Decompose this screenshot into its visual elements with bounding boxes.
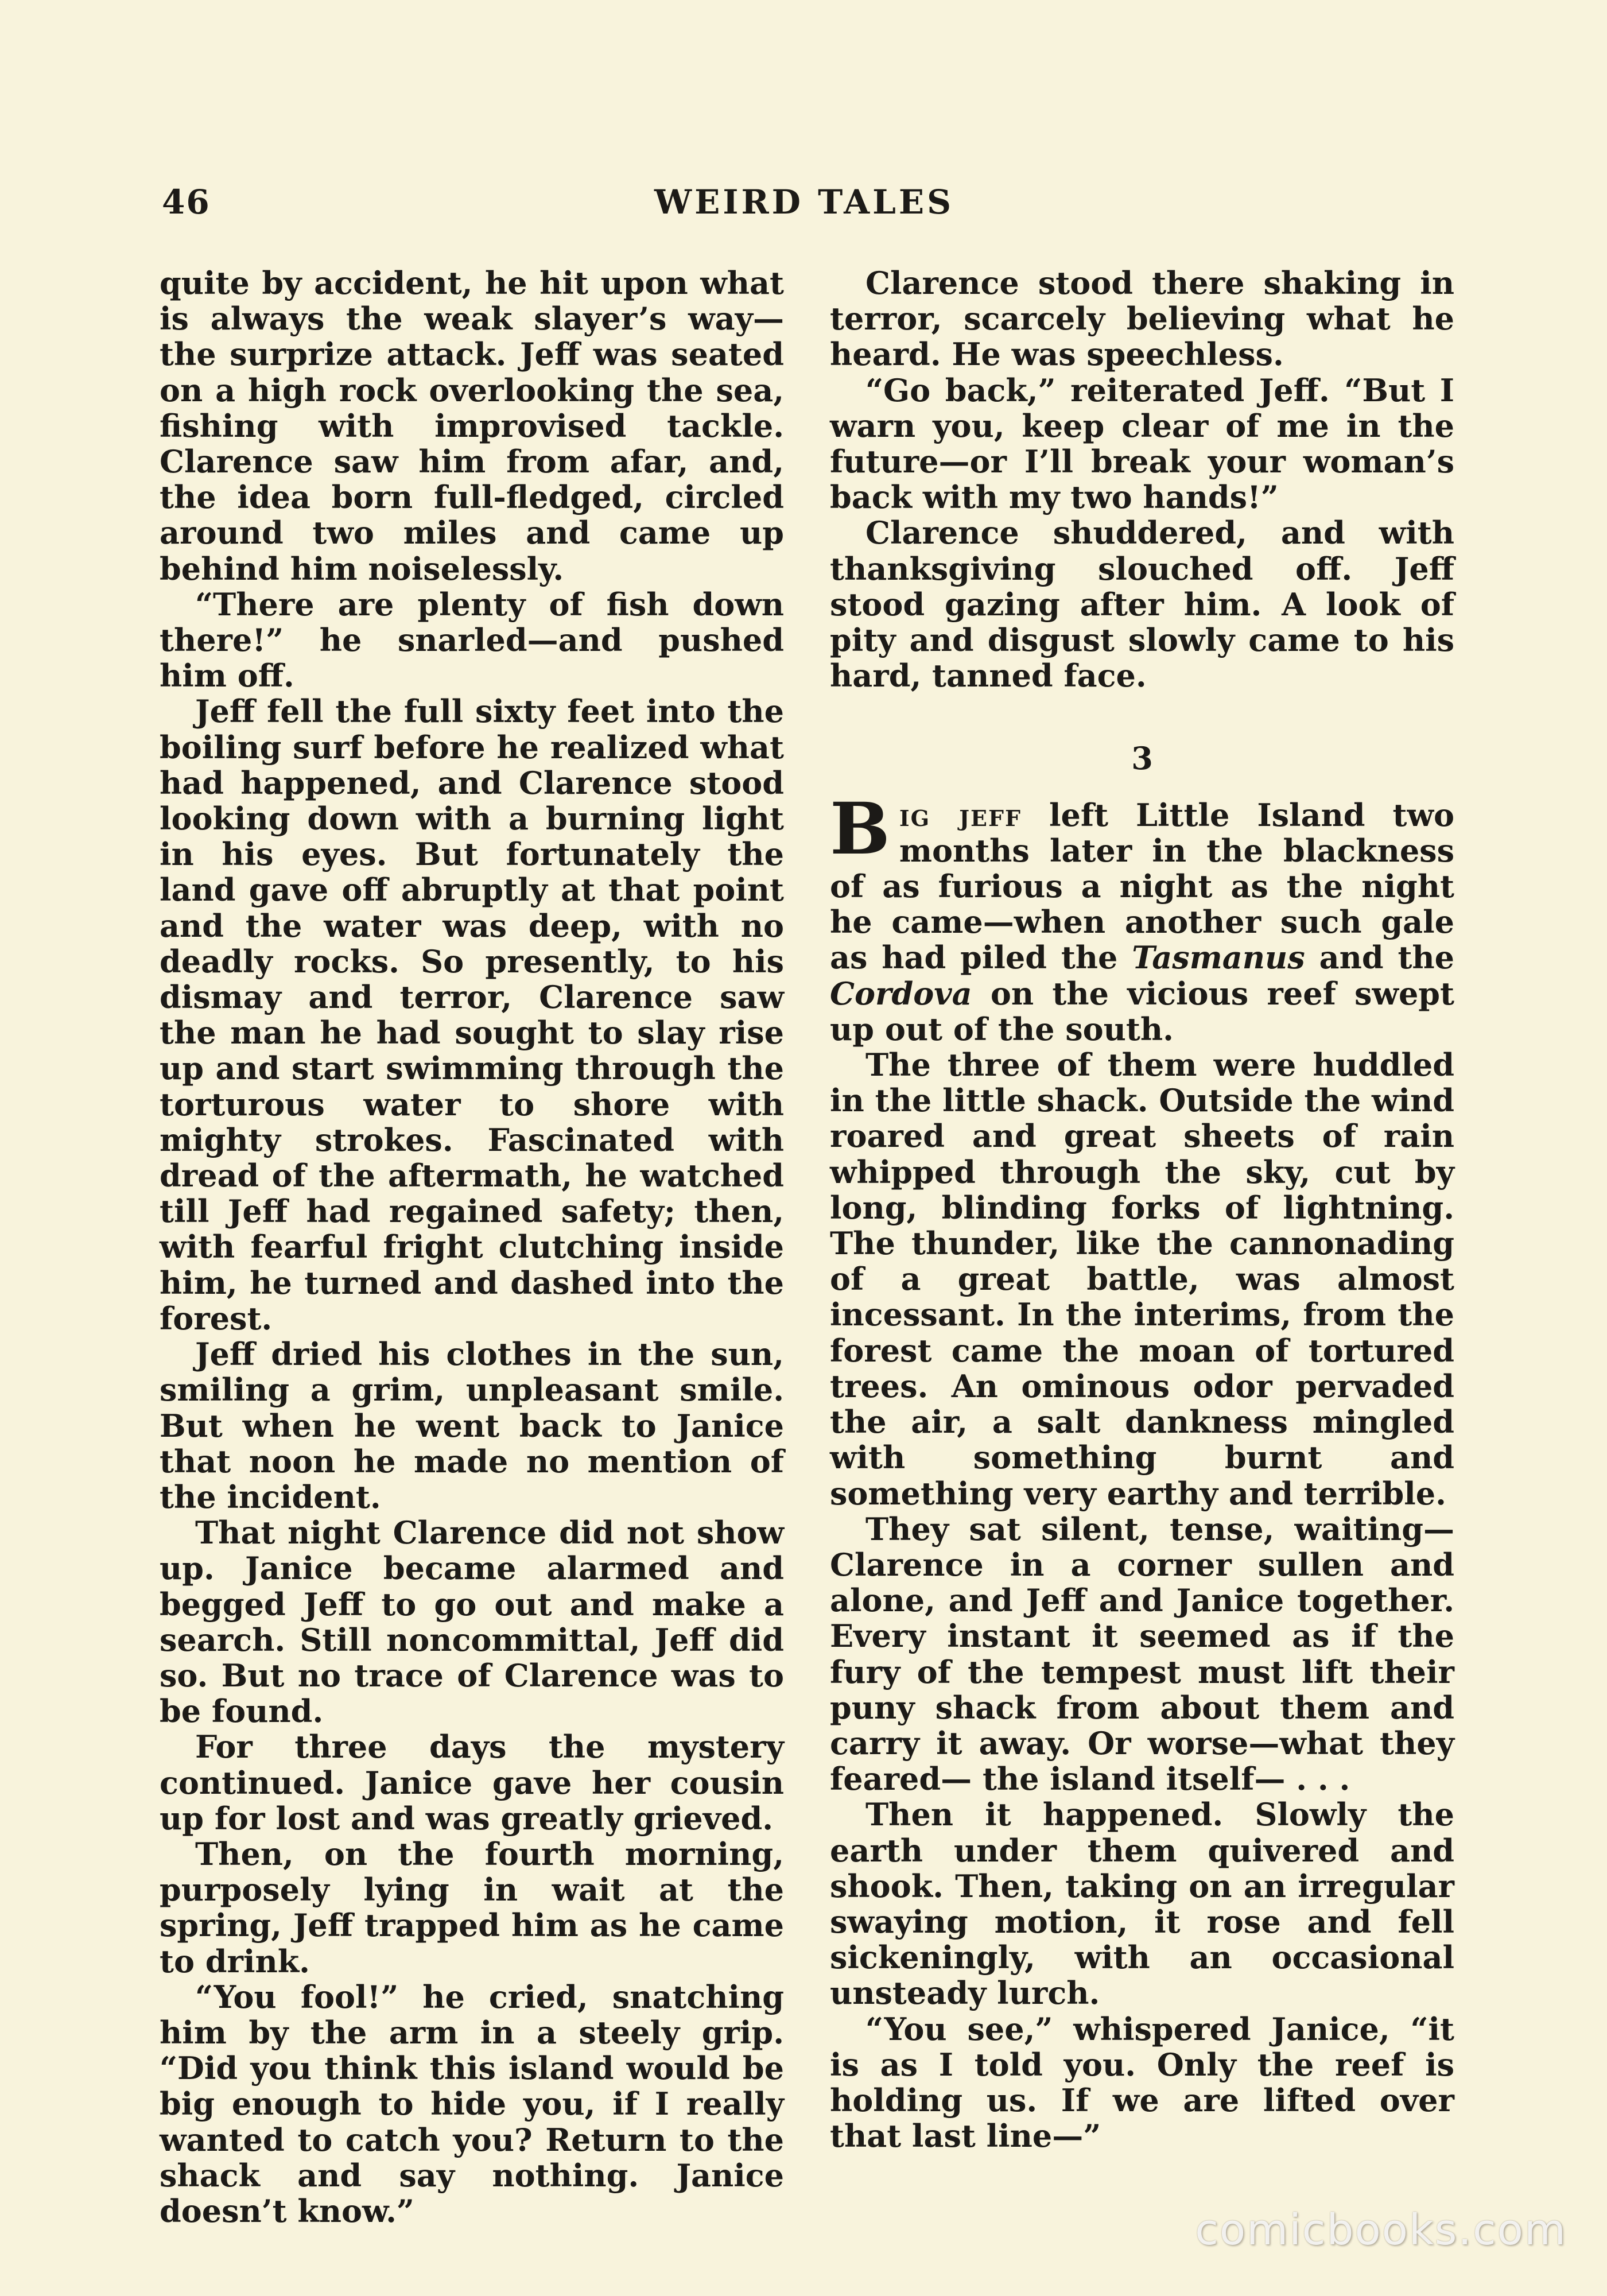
- paragraph: For three days the mystery continued. Janice gave her cousin up for lost and was greatly grieved.: [160, 1728, 784, 1837]
- opening-text: left Little Island two months later in the blackness of as furious a night as the night he came—when another such gale as had piled the: [830, 796, 1454, 976]
- running-title: WEIRD TALES: [654, 183, 954, 222]
- drop-cap: B: [830, 787, 890, 871]
- left-column: [160, 265, 784, 2229]
- paragraph: “You see,” whispered Janice, “it is as I told you. Only the reef is holding us. If we are lifted over that last line—”: [830, 2010, 1454, 2155]
- opening-text: and the: [1305, 939, 1455, 976]
- paragraph: quite by accident, he hit upon what is always the weak slayer’s way—the surprize attack. Jeff was seated on a high rock overlooking the sea, fishing with improvised tackle. Clarence saw him from afar, and, the idea born full-fledged, circled around two miles and came up behind him noiselessly.: [160, 265, 784, 587]
- section-number: 3: [1131, 740, 1153, 777]
- ship-name: Tasmanus: [1132, 939, 1305, 976]
- paragraph: The three of them were huddled in the little shack. Outside the wind roared and great sheets of rain whipped through the sky, cut by long, blinding forks of lightning. The thunder, like the cannonading of a great battle, was almost incessant. In the interims, from the forest came the moan of tortured trees. An ominous odor pervaded the air, a salt dankness mingled with something burnt and something very earthy and terrible.: [830, 1046, 1454, 1512]
- paragraph: Then, on the fourth morning, purposely lying in wait at the spring, Jeff trapped him as he came to drink.: [160, 1835, 784, 1980]
- small-caps-lead: ig jeff: [899, 796, 1022, 833]
- paragraph: Clarence stood there shaking in terror, scarcely believing what he heard. He was speechless.: [830, 265, 1454, 373]
- page-number: 46: [162, 183, 211, 222]
- paragraph: They sat silent, tense, waiting—Clarence in a corner sullen and alone, and Jeff and Janice together. Every instant it seemed as if the fury of the tempest must lift their puny shack from about them and carry it away. Or worse—what they feared— the island itself— . . .: [830, 1510, 1454, 1798]
- page-header: [162, 183, 1446, 223]
- paragraph: “Go back,” reiterated Jeff. “But I warn you, keep clear of me in the future—or I’ll break your woman’s back with my two hands!”: [830, 371, 1454, 516]
- paragraph: Jeff fell the full sixty feet into the boiling surf before he realized what had happened, and Clarence stood looking down with a burning light in his eyes. But fortunately the land gave off abruptly at that point and the water was deep, with no deadly rocks. So presently, to his dismay and terror, Clarence saw the man he had sought to slay rise up and start swimming through the torturous water to shore with mighty strokes. Fascinated with dread of the aftermath, he watched till Jeff had regained safety; then, with fearful fright clutching inside him, he turned and dashed into the forest.: [160, 693, 784, 1337]
- section-opening-paragraph: [830, 787, 1455, 1048]
- paragraph: That night Clarence did not show up. Janice became alarmed and begged Jeff to go out and make a search. Still noncommittal, Jeff did so. But no trace of Clarence was to be found.: [160, 1514, 784, 1730]
- paragraph: “You fool!” he cried, snatching him by the arm in a steely grip. “Did you think this island would be big enough to hide you, if I really wanted to catch you? Return to the shack and say nothing. Janice doesn’t know.”: [160, 1978, 784, 2229]
- ship-name: Cordova: [830, 975, 972, 1012]
- watermark: comicbooks.com: [1195, 2205, 1567, 2255]
- opening-text: on the vicious reef swept up out of the south.: [830, 975, 1454, 1048]
- right-column: [830, 265, 1454, 2154]
- paragraph: Jeff dried his clothes in the sun, smiling a grim, unpleasant smile. But when he went back to Janice that noon he made no mention of the incident.: [160, 1336, 784, 1515]
- paragraph: Clarence shuddered, and with thanksgiving slouched off. Jeff stood gazing after him. A look of pity and disgust slowly came to his hard, tanned face.: [830, 514, 1454, 695]
- paragraph: “There are plenty of fish down there!” he snarled—and pushed him off.: [160, 585, 784, 695]
- paragraph: Then it happened. Slowly the earth under them quivered and shook. Then, taking on an irregular swaying motion, it rose and fell sickeningly, with an occasional unsteady lurch.: [830, 1796, 1454, 2012]
